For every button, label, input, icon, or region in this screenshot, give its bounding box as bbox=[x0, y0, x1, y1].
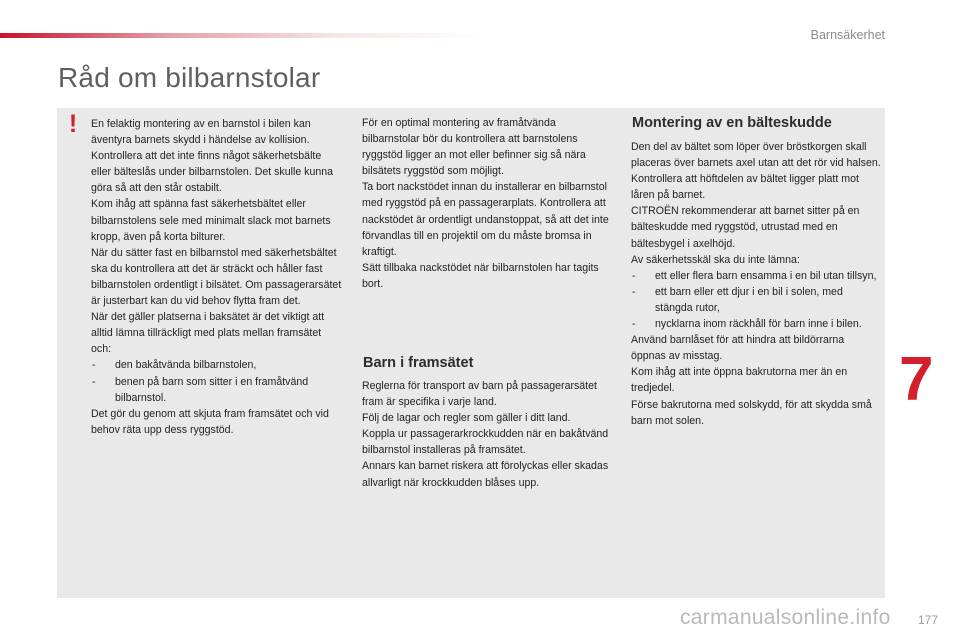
headrest-paragraph: Sätt tillbaka nackstödet när bilbarnstolen har tagits bort. bbox=[362, 261, 599, 290]
page-title: Råd om bilbarnstolar bbox=[58, 62, 321, 93]
booster-heading: Montering av en bälteskudde bbox=[632, 115, 832, 131]
front-seat-column bbox=[362, 378, 614, 491]
warning-paragraph: En felaktig montering av en barnstol i bilen kan äventyra barnets skydd i händelse av kollision. bbox=[91, 118, 311, 147]
list-item: - benen på barn som sitter i en framåtvänd bilbarnstol. bbox=[91, 374, 343, 406]
section-header: Barnsäkerhet bbox=[810, 28, 885, 42]
booster-paragraph: CITROËN rekommenderar att barnet sitter på en bälteskudde med ryggstöd, utrustad med en bältesbygel i axelhöjd. bbox=[631, 205, 860, 250]
front-seat-heading: Barn i framsätet bbox=[363, 355, 474, 371]
front-seat-paragraph: Reglerna för transport av barn på passagerarsätet fram är specifika i varje land. bbox=[362, 380, 597, 409]
booster-closing: Förse bakrutorna med solskydd, för att skydda små barn mot solen. bbox=[631, 398, 872, 427]
booster-column bbox=[631, 139, 881, 429]
booster-paragraph: Av säkerhetsskäl ska du inte lämna: bbox=[631, 253, 800, 266]
front-seat-paragraph: Annars kan barnet riskera att förolyckas eller skadas allvarligt när krockkudden blåses upp. bbox=[362, 460, 609, 489]
header-accent-bar bbox=[0, 33, 480, 38]
warning-column bbox=[91, 116, 343, 438]
warning-list bbox=[91, 357, 343, 405]
exclamation-icon: ! bbox=[68, 110, 78, 138]
list-item: - ett eller flera barn ensamma i en bil utan tillsyn, bbox=[631, 268, 881, 284]
booster-closing: Använd barnlåset för att hindra att bildörrarna öppnas av misstag. bbox=[631, 334, 845, 363]
watermark: carmanualsonline.info bbox=[680, 606, 891, 629]
warning-closing: Det gör du genom att skjuta fram framsätet och vid behov räta upp dess ryggstöd. bbox=[91, 407, 329, 436]
chapter-number: 7 bbox=[899, 345, 934, 414]
warning-paragraph: När det gäller platserna i baksätet är det viktigt att alltid lämna tillräckligt med plats mellan framsätet och: bbox=[91, 311, 325, 356]
booster-closing: Kom ihåg att inte öppna bakrutorna mer än en tredjedel. bbox=[631, 366, 848, 395]
list-item: - nycklarna inom räckhåll för barn inne i bilen. bbox=[631, 316, 881, 332]
headrest-paragraph: För en optimal montering av framåtvända bilbarnstolar bör du kontrollera att barnstolens ryggstöd ligger an mot eller befinner sig så nära bilsätets ryggstöd som möjligt. bbox=[362, 117, 586, 178]
list-item: - den bakåtvända bilbarnstolen, bbox=[91, 357, 343, 373]
front-seat-paragraph: Koppla ur passagerarkrockkudden när en bakåtvänd bilbarnstol installeras på framsätet. bbox=[362, 428, 609, 457]
warning-paragraph: Kontrollera att det inte finns något säkerhetsbälte eller bälteslås under bilbarnstolen. Det skulle kunna göra så att den står ostabilt. bbox=[91, 150, 334, 195]
warning-paragraph: Kom ihåg att spänna fast säkerhetsbältet eller bilbarnstolens sele med minimalt slack mot barnets kropp, även på korta bilturer. bbox=[91, 198, 331, 243]
front-seat-paragraph: Följ de lagar och regler som gäller i ditt land. bbox=[362, 412, 571, 425]
headrest-paragraph: Ta bort nackstödet innan du installerar en bilbarnstol med ryggstöd på en passagerarplats. Kontrollera att nackstödet är ordentligt undanstoppat, så att det inte förvandlas till en projektil om du måste bromsa in kraftigt. bbox=[362, 181, 609, 258]
booster-paragraph: Kontrollera att höftdelen av bältet ligger platt mot låren på barnet. bbox=[631, 173, 859, 202]
headrest-column bbox=[362, 115, 614, 292]
warning-paragraph: När du sätter fast en bilbarnstol med säkerhetsbältet ska du kontrollera att det är sträckt och håller fast bilbarnstolen ordentligt i bilsätet. Om passagerarsätet är justerbart kan du vid behov flytta fram det. bbox=[91, 246, 342, 308]
booster-paragraph: Den del av bältet som löper över bröstkorgen skall placeras över barnets axel utan att det rör vid halsen. bbox=[631, 141, 881, 170]
list-item: - ett barn eller ett djur i en bil i solen, med stängda rutor, bbox=[631, 284, 881, 316]
booster-list bbox=[631, 268, 881, 332]
page-number: 177 bbox=[917, 613, 938, 627]
